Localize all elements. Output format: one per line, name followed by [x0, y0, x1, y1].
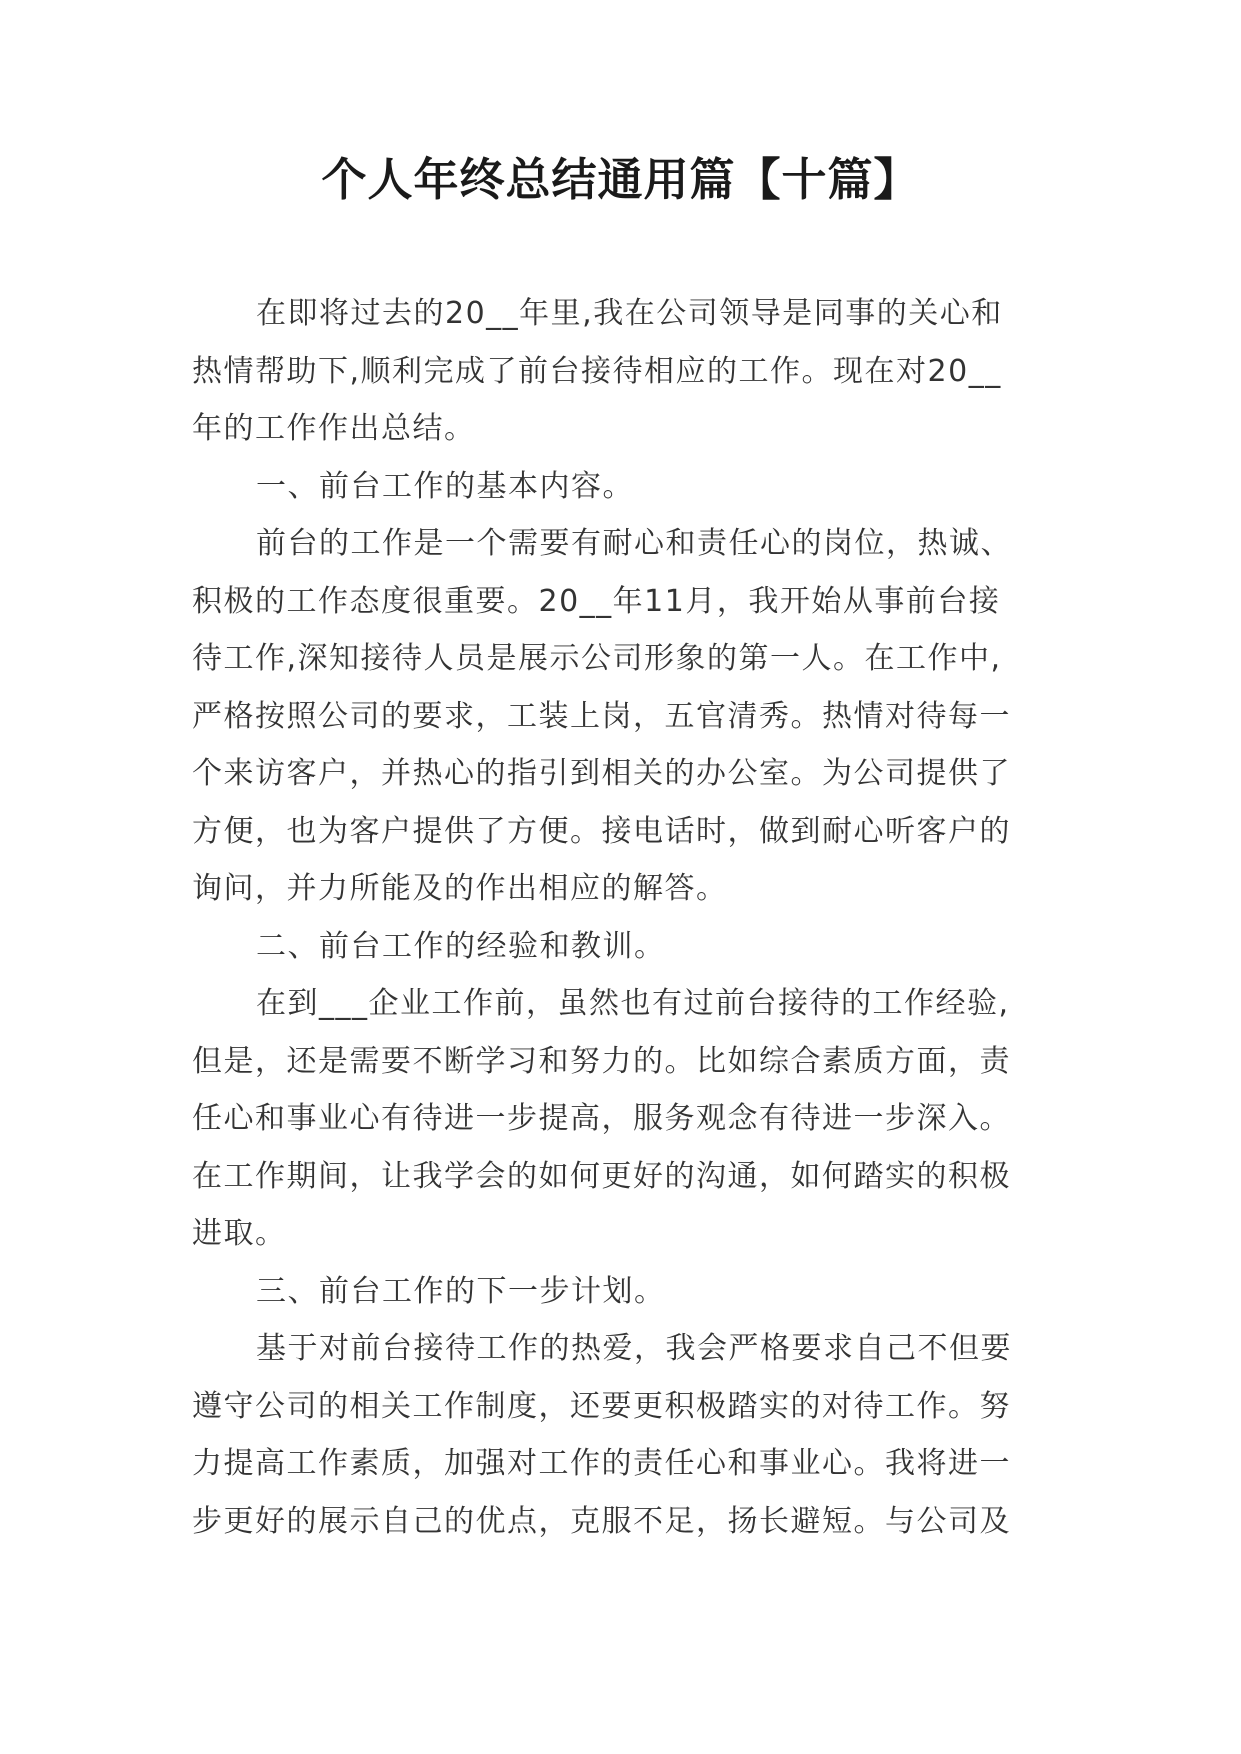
- body-line: 在工作期间，让我学会的如何更好的沟通，如何踏实的积极: [192, 1158, 1011, 1194]
- document-title: 个人年终总结通用篇【十篇】: [321, 153, 920, 206]
- body-line: 基于对前台接待工作的热爱，我会严格要求自己不但要: [256, 1331, 1012, 1366]
- body-line: 方便，也为客户提供了方便。接电话时，做到耐心听客户的: [192, 813, 1011, 849]
- body-line: 在到___企业工作前，虽然也有过前台接待的工作经验,: [256, 986, 1010, 1021]
- body-line: 一、前台工作的基本内容。: [256, 468, 634, 504]
- body-line: 热情帮助下,顺利完成了前台接待相应的工作。现在对20__: [192, 353, 1002, 389]
- body-line: 询问，并力所能及的作出相应的解答。: [192, 871, 728, 906]
- body-line: 待工作,深知接待人员是展示公司形象的第一人。在工作中,: [192, 641, 1002, 676]
- body-line: 前台的工作是一个需要有耐心和责任心的岗位，热诚、: [256, 526, 1012, 561]
- body-line: 步更好的展示自己的优点，克服不足，扬长避短。与公司及: [192, 1503, 1011, 1539]
- body-line: 二、前台工作的经验和教训。: [256, 928, 666, 964]
- body-line: 年的工作作出总结。: [192, 411, 476, 446]
- body-line: 积极的工作态度很重要。20__年11月，我开始从事前台接: [192, 583, 1001, 619]
- body-line: 个来访客户，并热心的指引到相关的办公室。为公司提供了: [192, 756, 1011, 791]
- body-line: 遵守公司的相关工作制度，还要更积极踏实的对待工作。努: [192, 1388, 1011, 1424]
- body-line: 在即将过去的20__年里,我在公司领导是同事的关心和: [256, 296, 1003, 331]
- body-line: 但是，还是需要不断学习和努力的。比如综合素质方面，责: [192, 1043, 1011, 1079]
- document-body: [192, 285, 1050, 1550]
- body-line: 任心和事业心有待进一步提高，服务观念有待进一步深入。: [192, 1101, 1011, 1136]
- body-line: 严格按照公司的要求，工装上岗，五官清秀。热情对待每一: [192, 698, 1011, 734]
- body-line: 进取。: [192, 1216, 287, 1251]
- body-line: 力提高工作素质，加强对工作的责任心和事业心。我将进一: [192, 1446, 1011, 1481]
- body-line: 三、前台工作的下一步计划。: [256, 1273, 666, 1309]
